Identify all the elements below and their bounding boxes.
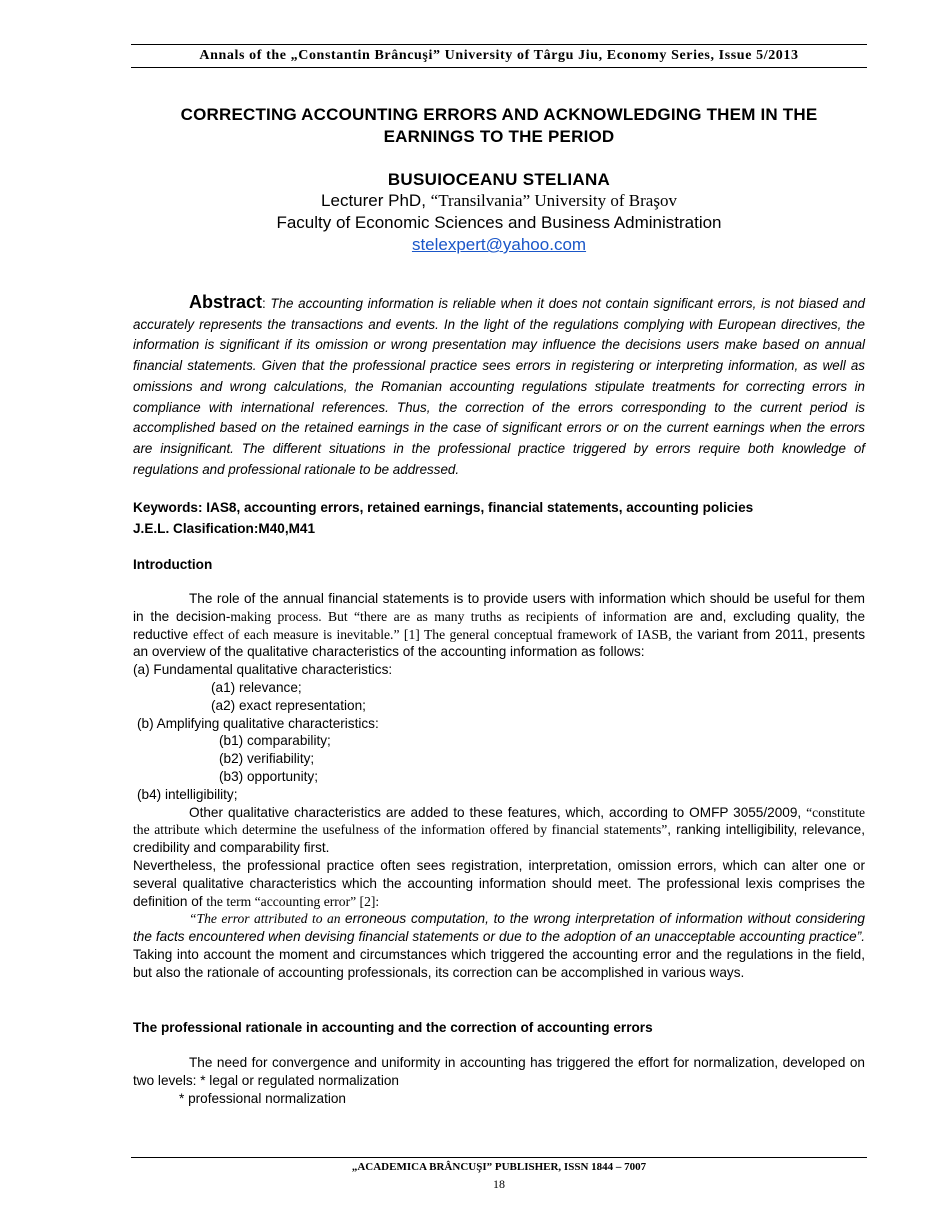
email-link[interactable]: stelexpert@yahoo.com xyxy=(411,235,587,254)
definition-quote xyxy=(133,910,865,981)
p3-part-a: Nevertheless, the professional practice often sees registration, interpretation, omission errors, which can alter one or several qualitative characteristics which the accounting information should meet. The professional lexis comprises the definition of xyxy=(133,857,865,909)
list-item-a2: (a2) exact representation; xyxy=(211,697,366,713)
quote-part-b: erroneous computation, to the wrong interpretation of information without considering the facts encountered when devising financial statements or due to the adoption of an unacceptable accounting practice”. xyxy=(133,911,865,945)
p1-part-c: are and, excluding quality, the reductive xyxy=(133,608,866,642)
header-bottom-rule xyxy=(131,67,867,68)
quote-part-a: “The error attributed to an xyxy=(189,911,346,927)
p1-part-d: effect of each measure is inevitable.” [1] The general conceptual framework of IASB, the xyxy=(192,626,693,642)
paper-title xyxy=(131,104,867,148)
intro-heading: Introduction xyxy=(133,557,213,572)
intro-body xyxy=(133,590,865,982)
page-number: 18 xyxy=(493,1177,505,1191)
list-item-a: (a) Fundamental qualitative characteristics: xyxy=(133,662,393,678)
position-text: Lecturer PhD, xyxy=(321,191,426,210)
publisher-footer: „ACADEMICA BRÂNCUŞI” PUBLISHER, ISSN 1844 – 7007 xyxy=(351,1161,647,1173)
abstract-label: Abstract xyxy=(189,292,263,312)
p1-part-b: making process. But “there are as many truths as recipients of information xyxy=(230,608,667,624)
intro-paragraph-2 xyxy=(133,804,865,857)
title-line-1: CORRECTING ACCOUNTING ERRORS AND ACKNOWLEDGING THEM IN THE xyxy=(180,105,818,124)
list-item-b4: (b4) intelligibility; xyxy=(137,786,238,802)
faculty-text: Faculty of Economic Sciences and Business Administration xyxy=(276,213,722,232)
abstract-text: The accounting information is reliable when it does not contain significant errors, is not biased and accurately represents the transactions and events. In the light of the regulations complying with European directives, the information is significant if its omission or wrong presentation may influence the decisions users make based on annual financial statements. Given that the professional practice sees errors in registering or interpreting information, as well as omissions and wrong calculations, the Romanian accounting regulations stipulate treatments for correcting errors in compliance with international references. Thus, the correction of the errors corresponding to the current period is accomplished based on the retained earnings in the case of significant errors or on the current earnings when the errors are insignificant. The different situations in the professional practice triggered by errors require both knowledge of regulations and professional rationale to be addressed. xyxy=(133,296,865,477)
p2-part-b: “constitute the attribute which determine the usefulness of the information offered by financial statements” xyxy=(133,804,865,838)
p2-part-a: Other qualitative characteristics are added to these features, which, according to OMFP 3055/2009, xyxy=(189,804,807,820)
p2-part-c: , ranking intelligibility, relevance, credibility and comparability first. xyxy=(133,822,865,856)
university-text: “Transilvania” University of Braşov xyxy=(430,191,677,210)
author-position xyxy=(131,190,867,212)
intro-paragraph-1 xyxy=(133,590,865,661)
p1-part-e: variant from 2011, presents an overview of the qualitative characteristics of the accounting information as follows: xyxy=(133,626,865,660)
p3-part-b: the term “accounting error” [2]: xyxy=(206,893,380,909)
list-item-b1: (b1) comparability; xyxy=(219,733,331,749)
list-item-b3: (b3) opportunity; xyxy=(219,768,318,784)
section-2-paragraph-2: * professional normalization xyxy=(179,1090,346,1106)
intro-paragraph-3 xyxy=(133,857,865,910)
author-name: BUSUIOCEANU STELIANA xyxy=(387,170,611,189)
abstract-colon: : xyxy=(262,296,266,311)
quote-part-c: Taking into account the moment and circumstances which triggered the accounting error and the regulations in the field, but also the rationale of accounting professionals, its correction can be accomplished in various ways. xyxy=(133,946,865,980)
keywords: Keywords: IAS8, accounting errors, retained earnings, financial statements, accounting policies xyxy=(133,500,754,515)
journal-header: Annals of the „Constantin Brâncuşi” University of Târgu Jiu, Economy Series, Issue 5/2013 xyxy=(199,48,799,63)
section-2-body xyxy=(133,1054,865,1107)
abstract-block xyxy=(133,292,865,480)
list-item-b2: (b2) verifiability; xyxy=(219,751,315,767)
header-top-rule xyxy=(131,44,867,45)
title-line-2: EARNINGS TO THE PERIOD xyxy=(383,127,615,146)
list-item-a1: (a1) relevance; xyxy=(211,679,302,695)
email-line xyxy=(131,234,867,256)
section-2-paragraph-1: The need for convergence and uniformity in accounting has triggered the effort for normalization, developed on two levels: * legal or regulated normalization xyxy=(133,1055,865,1088)
p1-part-a: The role of the annual financial statements is to provide users with information which should be useful for them in the decision- xyxy=(133,591,865,624)
list-item-b: (b) Amplifying qualitative characteristics: xyxy=(137,715,379,731)
section-2-heading: The professional rationale in accounting and the correction of accounting errors xyxy=(133,1020,653,1035)
jel-classification: J.E.L. Clasification:M40,M41 xyxy=(133,521,316,536)
footer-rule xyxy=(131,1157,867,1158)
